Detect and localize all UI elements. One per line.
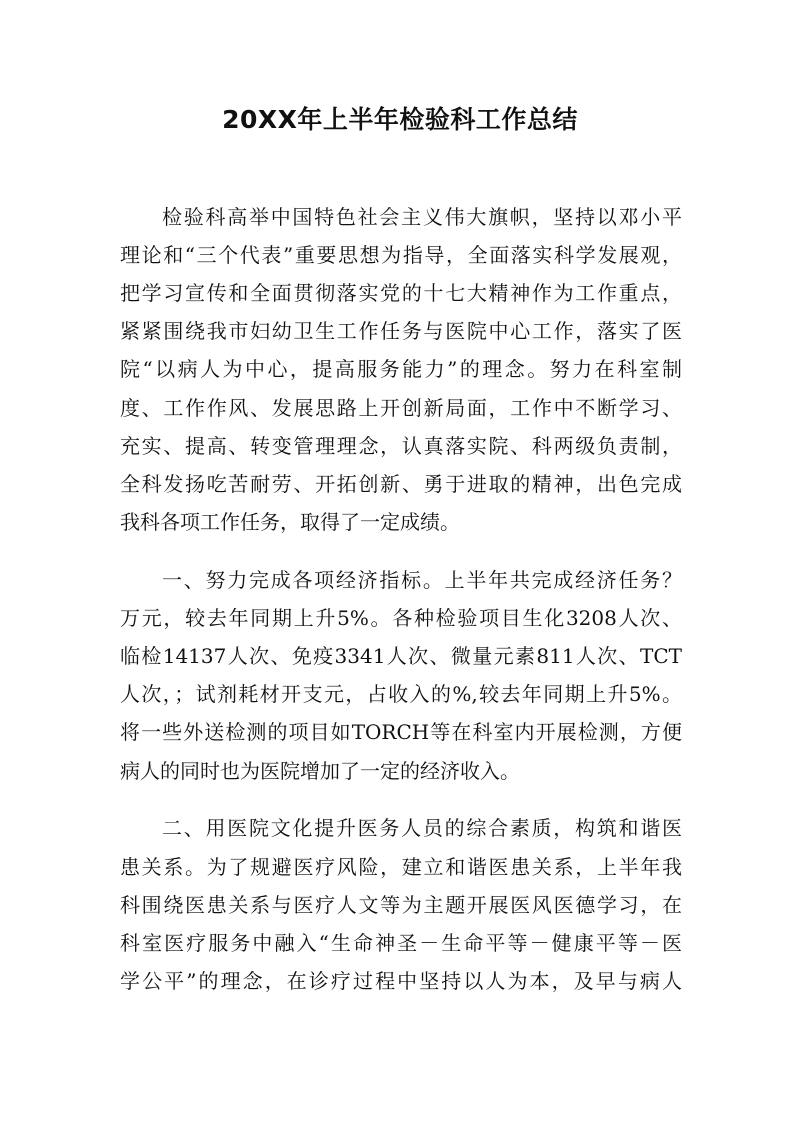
body-line-5: 院“以病人为中心，提高服务能力”的理念。努力在科室制 (120, 357, 682, 381)
body-line-10: 一、努力完成各项经济指标。上半年共完成经济任务？ (162, 568, 682, 592)
body-line-13: 人次，；试剂耗材开支元，占收入的%,较去年同期上升5%。 (120, 682, 682, 706)
body-line-20: 学公平”的理念，在诊疗过程中坚持以人为本，及早与病人 (120, 969, 682, 993)
body-line-2: 理论和“三个代表”重要思想为指导，全面落实科学发展观， (120, 243, 682, 267)
body-line-17: 患关系。为了规避医疗风险，建立和谐医患关系，上半年我 (120, 855, 682, 879)
body-line-1: 检验科高举中国特色社会主义伟大旗帜，坚持以邓小平 (162, 205, 682, 229)
body-line-4: 紧紧围绕我市妇幼卫生工作任务与医院中心工作，落实了医 (120, 319, 682, 343)
document-title: 20XX年上半年检验科工作总结 (222, 105, 578, 134)
body-line-16: 二、用医院文化提升医务人员的综合素质，构筑和谐医 (162, 816, 682, 840)
body-line-11: 万元，较去年同期上升5%。各种检验项目生化3208人次、 (120, 606, 682, 630)
body-line-15: 病人的同时也为医院增加了一定的经济收入。 (120, 759, 520, 783)
body-line-19: 科室医疗服务中融入“生命神圣－生命平等－健康平等－医 (120, 931, 682, 955)
body-line-9: 我科各项工作任务，取得了一定成绩。 (120, 510, 460, 534)
body-line-7: 充实、提高、转变管理理念，认真落实院、科两级负责制， (120, 434, 682, 458)
body-line-14: 将一些外送检测的项目如TORCH等在科室内开展检测，方便 (120, 720, 682, 744)
body-line-3: 把学习宣传和全面贯彻落实党的十七大精神作为工作重点， (120, 281, 682, 305)
body-line-8: 全科发扬吃苦耐劳、开拓创新、勇于进取的精神，出色完成 (120, 472, 682, 496)
body-line-6: 度、工作作风、发展思路上开创新局面，工作中不断学习、 (120, 396, 682, 420)
body-line-18: 科围绕医患关系与医疗人文等为主题开展医风医德学习，在 (120, 893, 682, 917)
body-line-12: 临检14137人次、免疫3341人次、微量元素811人次、TCT (120, 644, 682, 668)
